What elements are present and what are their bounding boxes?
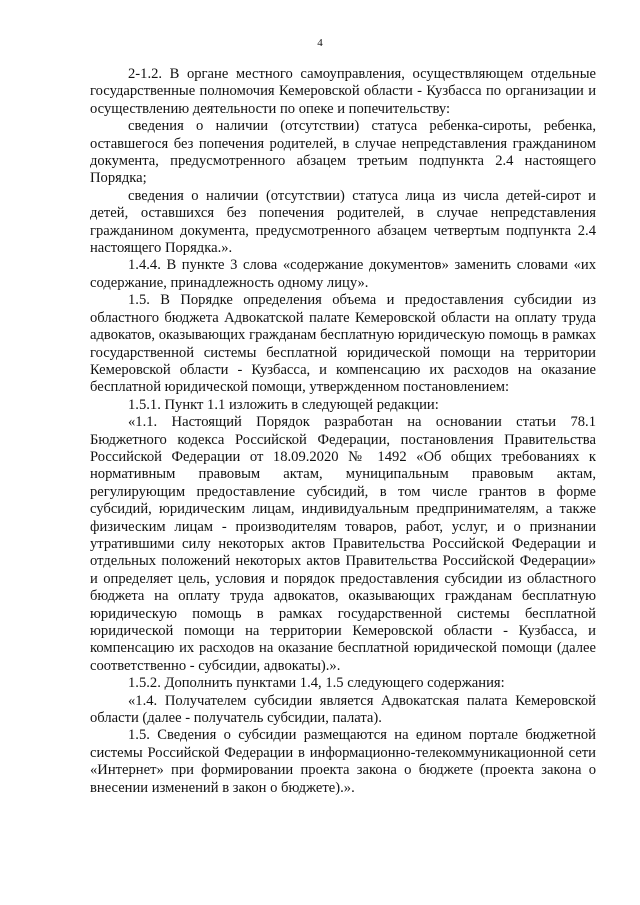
paragraph-orphan-status: сведения о наличии (отсутствии) статуса ребенка-сироты, ребенка, оставшегося без попечения родителей, в случае непредставления гражданином документа, предусмотренного абзацем третьим подпункта 2.4 настоящего Порядка;: [90, 118, 596, 187]
paragraph-1-1-quote: «1.1. Настоящий Порядок разработан на основании статьи 78.1 Бюджетного кодекса Российской Федерации, постановления Правительства Российской Федерации от 18.09.2020 № 1492 «Об общих требованиях к нормативным правовым актам, муниципальным правовым актам, регулирующим предоставление субсидий, в том числе грантов в форме субсидий, юридическим лицам, индивидуальным предпринимателям, а также физическим лицам - производителям товаров, работ, услуг, и о признании утратившими силу некоторых актов Правительства Российской Федерации и отдельных положений некоторых актов Правительства Российской Федерации» и определяет цель, условия и порядок предоставления субсидии из областного бюджета на оплату труда адвокатов, оказывающих гражданам бесплатную юридическую помощь в рамках государственной системы бесплатной юридической помощи на территории Кемеровской области - Кузбасса, и компенсацию их расходов на оказание бесплатной юридической помощи (далее соответственно - субсидии, адвокаты).».: [90, 414, 596, 674]
paragraph-1-4-quote: «1.4. Получателем субсидии является Адвокатская палата Кемеровской области (далее - получатель субсидии, палата).: [90, 692, 596, 727]
paragraph-2-1-2: 2-1.2. В органе местного самоуправления, осуществляющем отдельные государственные полномочия Кемеровской области - Кузбасса по организации и осуществлению деятельности по опеке и попечительству:: [90, 66, 596, 117]
paragraph-1-5: 1.5. В Порядке определения объема и предоставления субсидии из областного бюджета Адвокатской палате Кемеровской области на оплату труда адвокатов, оказывающих гражданам бесплатную юридическую помощь в рамках государственной системы бесплатной юридической помощи на территории Кемеровской области - Кузбасса, и компенсацию их расходов на оказание бесплатной юридической помощи, утвержденном постановлением:: [90, 292, 596, 396]
paragraph-1-5-1: 1.5.1. Пункт 1.1 изложить в следующей редакции:: [128, 396, 439, 413]
document-body: [90, 66, 596, 797]
paragraph-1-5-2: 1.5.2. Дополнить пунктами 1.4, 1.5 следующего содержания:: [128, 675, 505, 692]
paragraph-orphan-person-status: сведения о наличии (отсутствии) статуса лица из числа детей-сирот и детей, оставшихся без попечения родителей, в случае непредставления гражданином документа, предусмотренного абзацем четвертым подпункта 2.4 настоящего Порядка.».: [90, 187, 596, 257]
page-number: 4: [317, 37, 323, 49]
paragraph-1-5-quote: 1.5. Сведения о субсидии размещаются на едином портале бюджетной системы Российской Федерации в информационно-телекоммуникационной сети «Интернет» при формировании проекта закона о бюджете (проекта закона о внесении изменений в закон о бюджете).».: [90, 727, 596, 796]
paragraph-1-4-4: 1.4.4. В пункте 3 слова «содержание документов» заменить словами «их содержание, принадлежность одному лицу».: [90, 257, 596, 291]
